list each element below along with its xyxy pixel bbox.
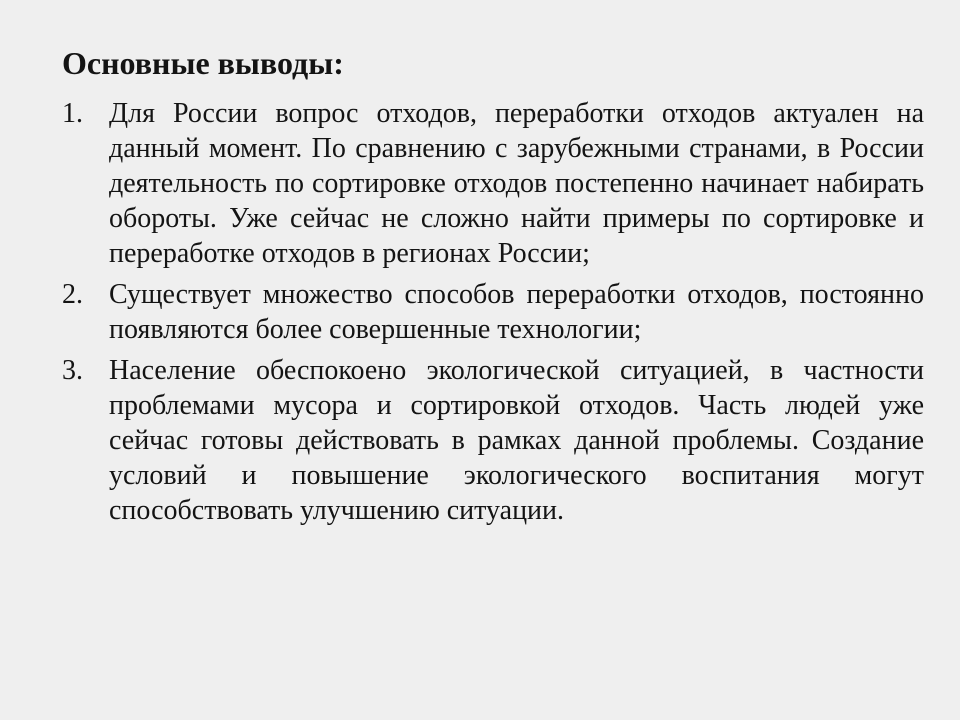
item-text: Для России вопрос отходов, переработки отходов актуален на данный момент. По сравнению с зарубежными странами, в России деятельность по сортировке отходов постепенно начинает набирать обороты. Уже сейчас не сложно найти примеры по сортировке и переработке отходов в регионах России; <box>109 98 924 269</box>
item-number: 1. <box>62 98 83 129</box>
item-number: 2. <box>62 279 83 310</box>
item-text: Существует множество способов переработки отходов, постоянно появляются более совершенные технологии; <box>109 279 924 345</box>
item-text: Население обеспокоено экологической ситуацией, в частности проблемами мусора и сортировкой отходов. Часть людей уже сейчас готовы действовать в рамках данной проблемы. Создание условий и повышение экологического воспитания могут способствовать улучшению ситуации. <box>109 355 924 526</box>
list-item <box>62 277 924 347</box>
list-item <box>62 353 924 528</box>
slide-title: Основные выводы: <box>62 45 344 81</box>
list-item <box>62 96 924 271</box>
item-number: 3. <box>62 355 83 386</box>
conclusions-list <box>62 96 924 534</box>
